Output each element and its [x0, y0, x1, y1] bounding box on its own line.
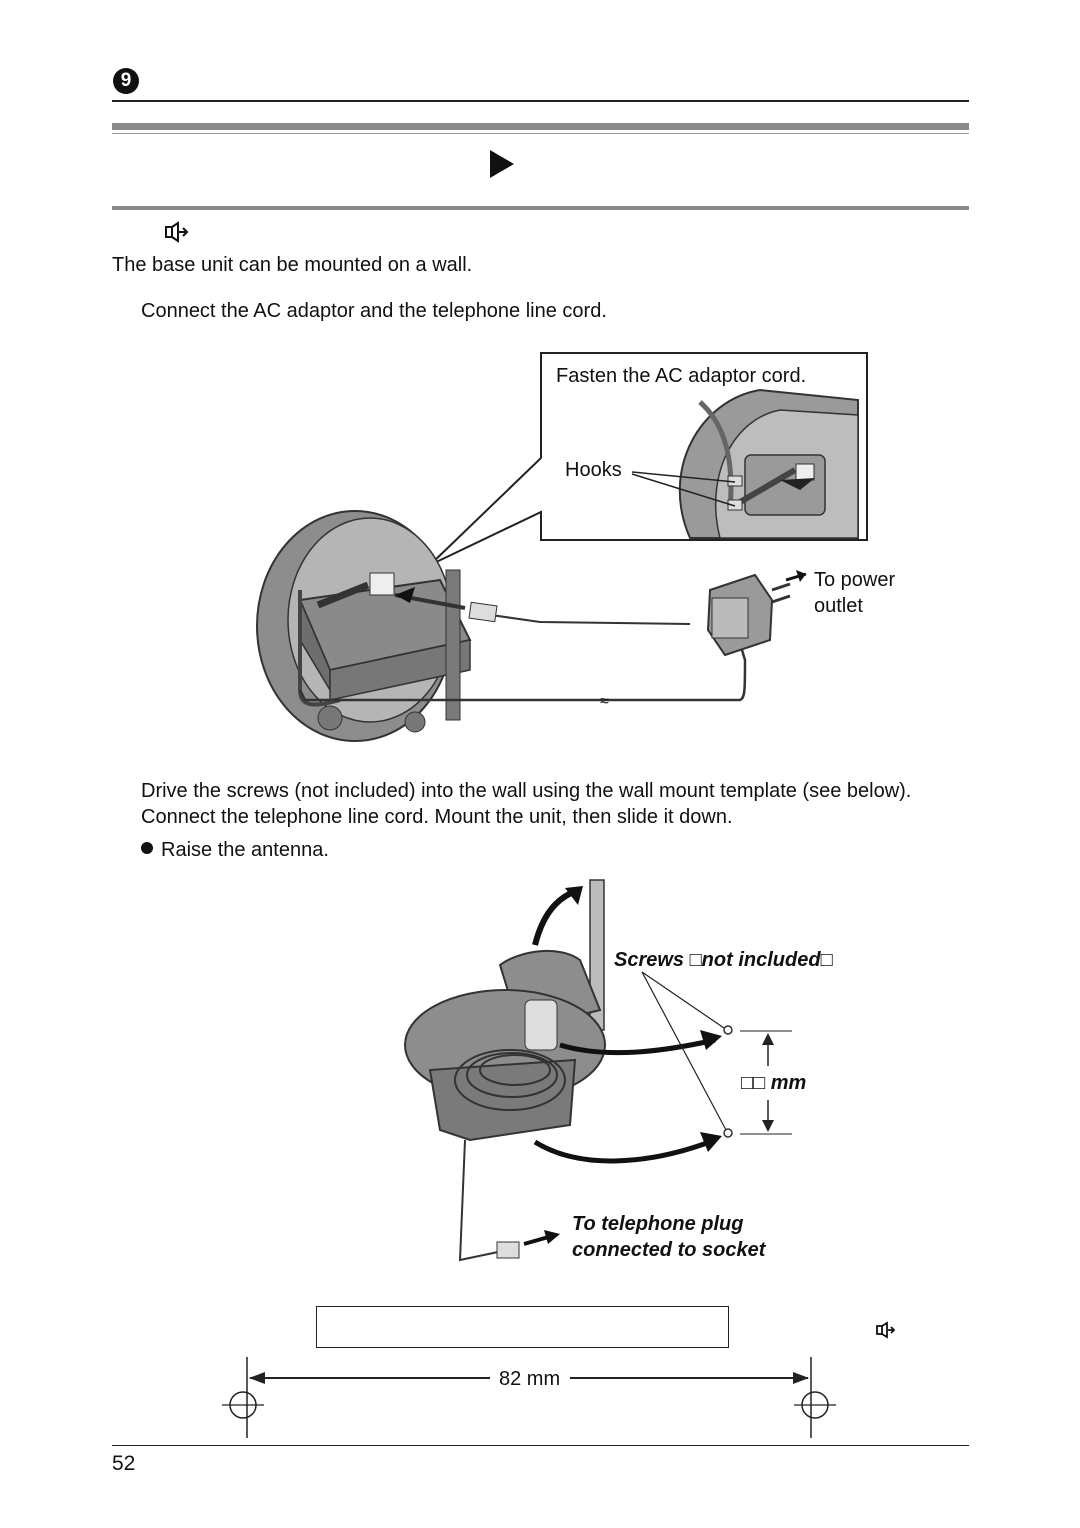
section-number-badge: 9	[113, 68, 139, 94]
page-number: 52	[112, 1452, 136, 1475]
intro-text: The base unit can be mounted on a wall.	[112, 254, 473, 276]
crosshair-left-icon	[222, 1392, 264, 1418]
step-3-text: Connect the telephone line cord. Mount the unit, then slide it down.	[141, 806, 733, 828]
plug-label-line1: To telephone plug	[572, 1213, 744, 1235]
hooks-label: Hooks	[565, 459, 622, 481]
step-1-text: Connect the AC adaptor and the telephone line cord.	[141, 300, 607, 322]
template-distance-label: 82 mm	[499, 1368, 561, 1390]
power-label-line1: To power	[814, 569, 896, 591]
power-label-line2: outlet	[814, 595, 863, 617]
crosshair-right-icon	[794, 1392, 836, 1418]
screws-label: Screws □not included□	[614, 949, 833, 971]
bullet-text: Raise the antenna.	[161, 839, 329, 861]
svg-text:≈: ≈	[600, 693, 609, 710]
plug-label-line2: connected to socket	[572, 1239, 766, 1261]
callout-title: Fasten the AC adaptor cord.	[556, 365, 807, 387]
screw-distance-label: □□ mm	[741, 1072, 807, 1094]
step-2-text: Drive the screws (not included) into the wall using the wall mount template (see below).	[141, 780, 912, 802]
footer-rule	[112, 1445, 969, 1446]
